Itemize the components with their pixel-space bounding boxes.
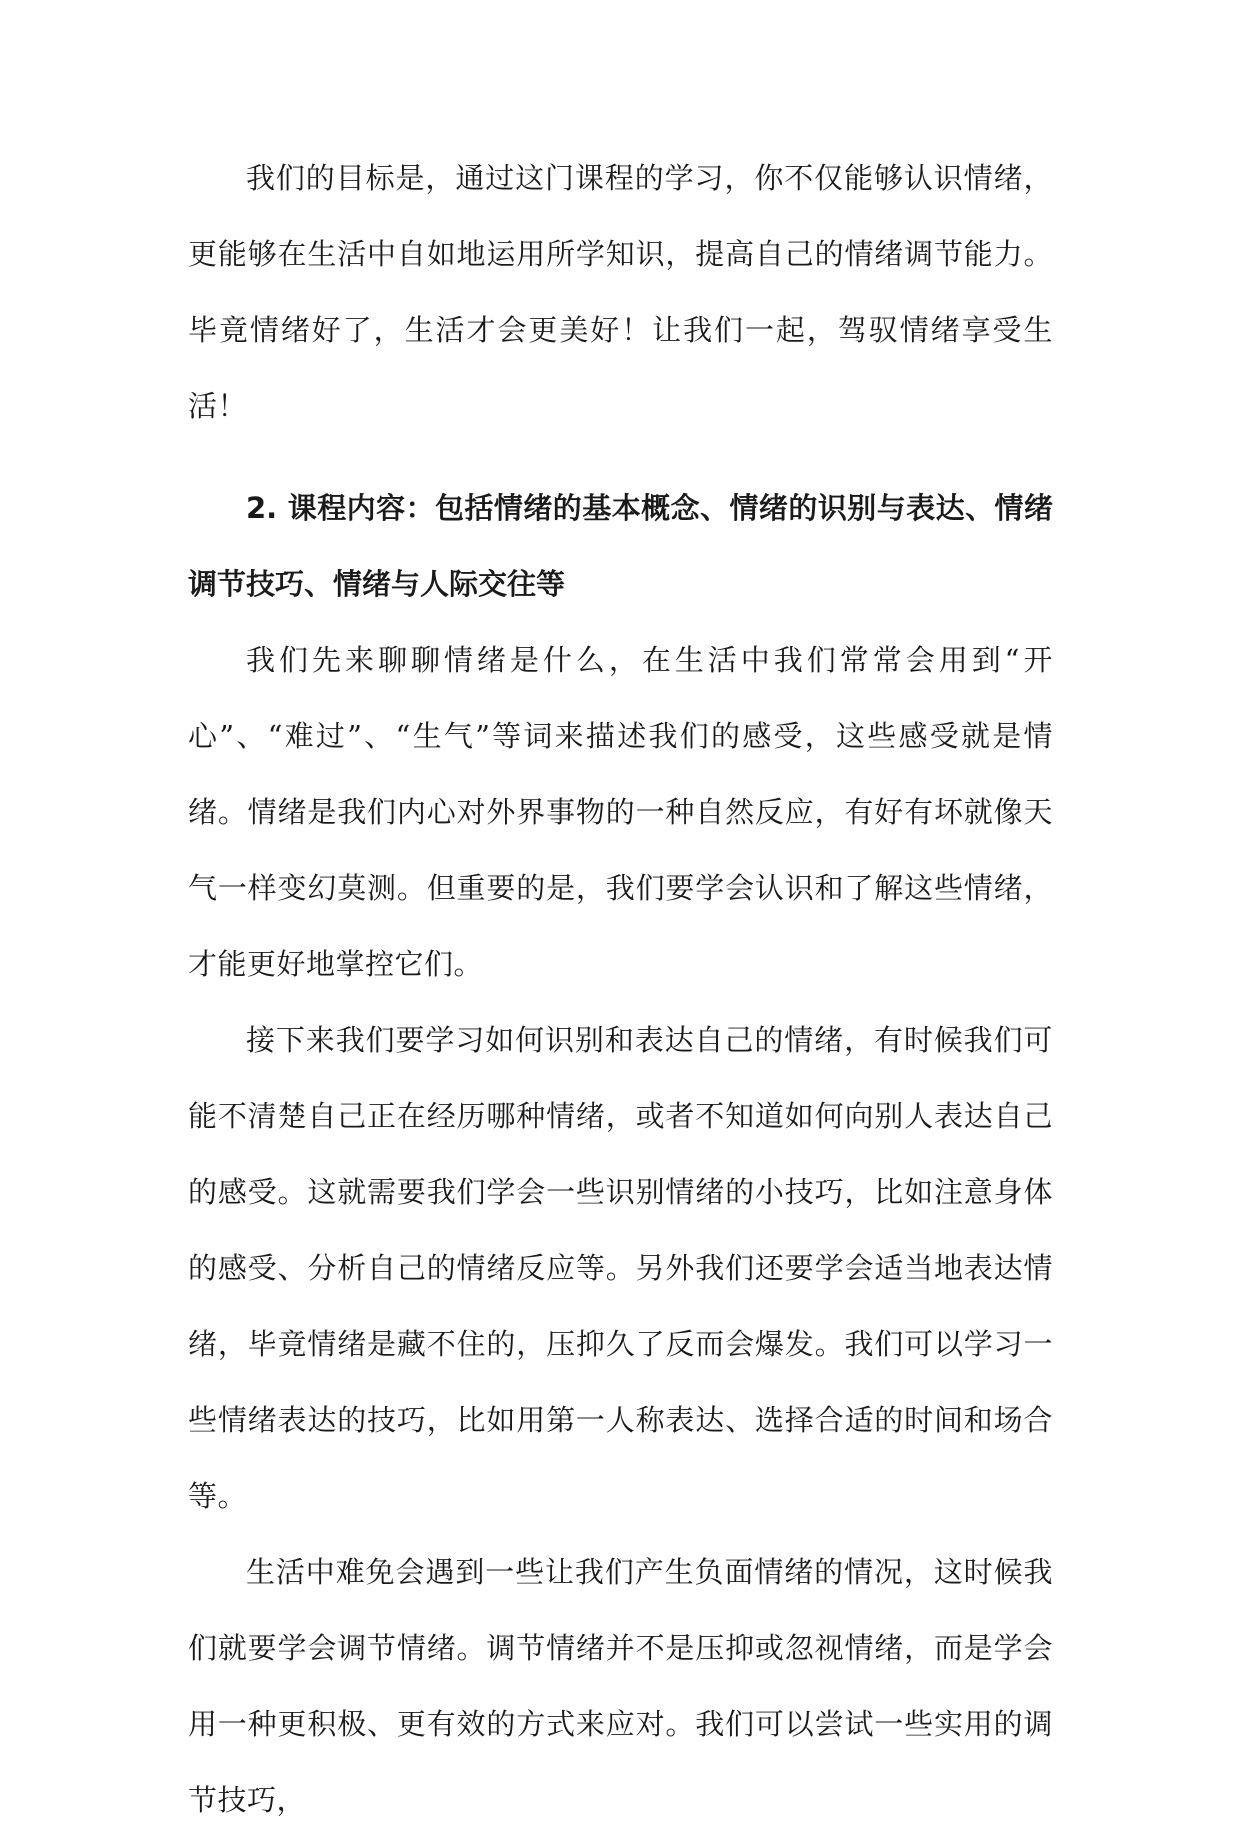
paragraph-goal: 我们的目标是，通过这门课程的学习，你不仅能够认识情绪，更能够在生活中自如地运用所学知识，提高自己的情绪调节能力。毕竟情绪好了，生活才会更美好！让我们一起，驾驭情绪享受生活！: [188, 161, 1053, 423]
document-body: [188, 140, 1053, 1838]
section-number: 2.: [246, 491, 278, 525]
paragraph-regulation: 生活中难免会遇到一些让我们产生负面情绪的情况，这时候我们就要学会调节情绪。调节情绪并不是压抑或忽视情绪，而是学会用一种更积极、更有效的方式来应对。我们可以尝试一些实用的调节技巧，: [188, 1555, 1053, 1817]
paragraph-what-is-emotion: 我们先来聊聊情绪是什么，在生活中我们常常会用到“开心”、“难过”、“生气”等词来描述我们的感受，这些感受就是情绪。情绪是我们内心对外界事物的一种自然反应，有好有坏就像天气一样变幻莫测。但重要的是，我们要学会认识和了解这些情绪，才能更好地掌控它们。: [188, 643, 1053, 981]
paragraph-identify-express: 接下来我们要学习如何识别和表达自己的情绪，有时候我们可能不清楚自己正在经历哪种情绪，或者不知道如何向别人表达自己的感受。这就需要我们学会一些识别情绪的小技巧，比如注意身体的感受、分析自己的情绪反应等。另外我们还要学会适当地表达情绪，毕竟情绪是藏不住的，压抑久了反而会爆发。我们可以学习一些情绪表达的技巧，比如用第一人称表达、选择合适的时间和场合等。: [188, 1023, 1053, 1513]
section-heading: [188, 470, 1053, 622]
section-title: 课程内容：包括情绪的基本概念、情绪的识别与表达、情绪调节技巧、情绪与人际交往等: [188, 491, 1053, 601]
